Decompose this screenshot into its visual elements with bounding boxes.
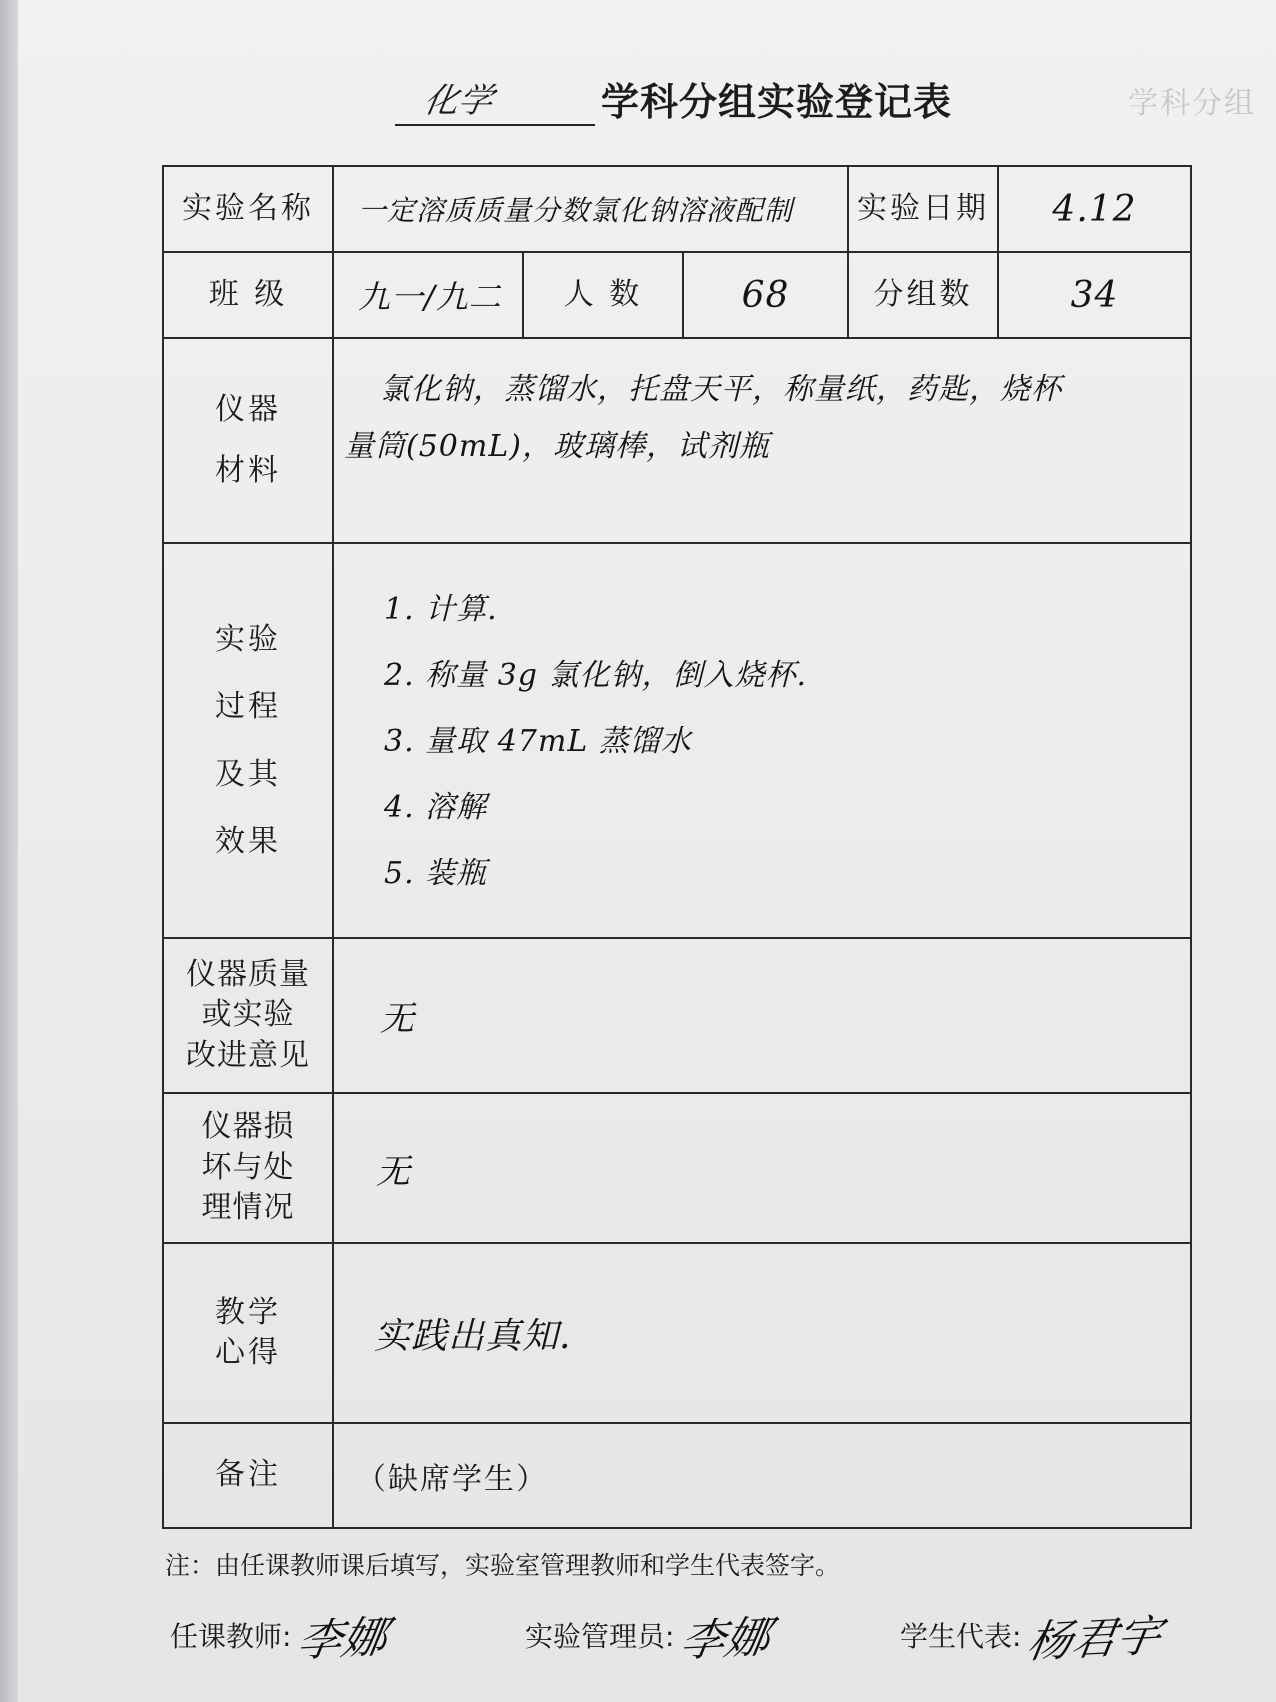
faint-stamp: 学科分组 [1128,86,1256,121]
label-damage-line1: 仪器损 [201,1109,295,1145]
label-damage-line3: 理情况 [201,1190,295,1226]
label-reflection-line1: 教学 [215,1294,281,1330]
process-step: 3. 量取 47mL 蒸馏水 [384,724,692,759]
teacher-label: 任课教师: [170,1620,292,1653]
title-text: 学科分组实验登记表 [601,80,953,124]
label-process-line2: 过程 [215,689,281,724]
label-reflection [163,1243,333,1423]
label-equipment-line2: 材料 [215,452,281,488]
row-quality [163,938,1191,1093]
label-class: 班 级 [163,252,333,338]
label-process-line4: 效果 [215,824,281,859]
label-damage [163,1093,333,1243]
value-reflection: 实践出真知. [333,1243,1191,1423]
label-headcount: 人 数 [523,252,683,338]
lab-admin-signature-block [525,1590,775,1680]
row-experiment-name [163,166,1191,252]
value-experiment-date: 4.12 [998,166,1191,252]
label-process-line3: 及其 [215,756,281,792]
row-process [163,543,1191,938]
label-process-line1: 实验 [215,621,281,657]
process-step: 1. 计算. [384,592,498,627]
label-process [163,543,333,938]
label-equipment [163,338,333,543]
equipment-line1: 氯化钠，蒸馏水，托盘天平，称量纸，药匙，烧杯 [380,372,1062,407]
label-quality-line1: 仪器质量 [186,956,310,992]
label-quality [163,938,333,1093]
value-quality: 无 [333,938,1191,1093]
label-reflection-line2: 心得 [215,1335,281,1370]
value-group-count: 34 [998,252,1191,338]
process-step: 4. 溶解 [384,790,488,825]
form-title [395,78,952,126]
label-experiment-name: 实验名称 [163,166,333,252]
value-equipment [333,338,1191,543]
teacher-signature-block [170,1590,392,1680]
teacher-signature: 李娜 [294,1611,392,1668]
process-step: 5. 装瓶 [384,856,488,891]
lab-admin-label: 实验管理员: [525,1620,675,1653]
row-remarks [163,1423,1191,1528]
label-damage-line2: 坏与处 [201,1149,295,1185]
row-damage [163,1093,1191,1243]
label-quality-line3: 改进意见 [186,1037,310,1073]
student-rep-signature: 杨君宇 [1023,1610,1166,1669]
registration-table [162,165,1192,1529]
value-experiment-name: 一定溶质质量分数氯化钠溶液配制 [333,166,848,252]
label-equipment-line1: 仪器 [215,392,281,427]
value-class: 九一/九二 [333,252,523,338]
value-process [333,543,1191,938]
label-experiment-date: 实验日期 [848,166,998,252]
subject-handwritten: 化学 [420,81,496,121]
label-remarks: 备注 [163,1423,333,1528]
row-class [163,252,1191,338]
equipment-line2: 量筒(50mL)，玻璃棒，试剂瓶 [344,429,770,464]
label-quality-line2: 或实验 [201,997,295,1033]
footer-note: 注：由任课教师课后填写，实验室管理教师和学生代表签字。 [165,1551,841,1580]
student-rep-label: 学生代表: [900,1620,1022,1653]
row-equipment [163,338,1191,543]
subject-blank [395,81,595,126]
lab-admin-signature: 李娜 [677,1611,775,1668]
label-group-count: 分组数 [848,252,998,338]
value-remarks: （缺席学生） [333,1423,1191,1528]
value-damage: 无 [333,1093,1191,1243]
student-rep-signature-block [900,1590,1166,1680]
value-headcount: 68 [683,252,848,338]
process-step: 2. 称量 3g 氯化钠，倒入烧杯. [384,658,808,693]
row-reflection [163,1243,1191,1423]
